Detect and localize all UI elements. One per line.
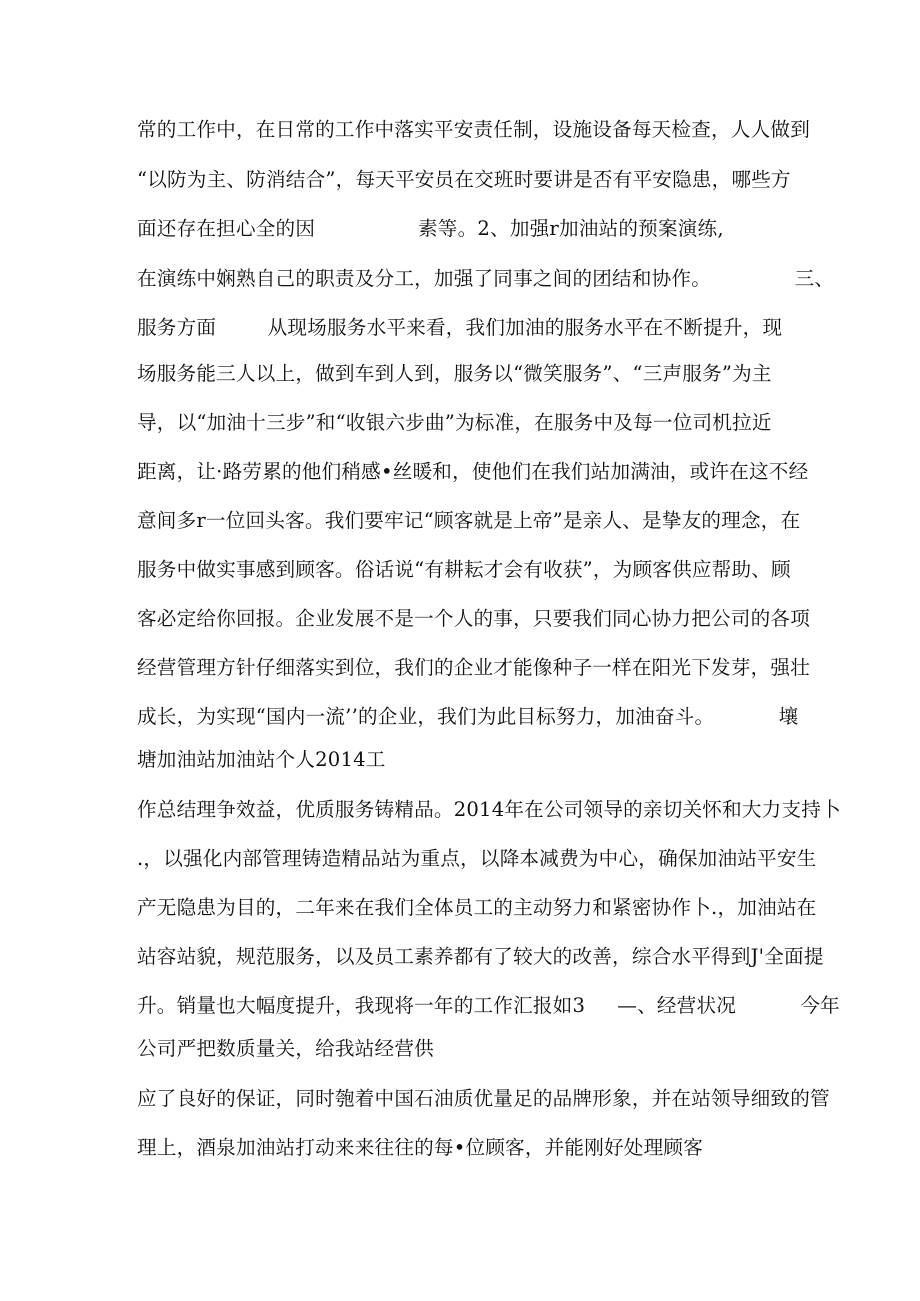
text-line: 客必定给你回报。企业发展不是一个人的事，只要我们同心协力把公司的各项 [137,607,810,630]
text-line: 成长，为实现“国内一流’’的企业，我们为此目标努力，加油奋斗。 壤 [137,705,799,728]
text-line: 面还存在担心全的因 素等。2、加强r加油站的预案演练, [137,217,724,240]
text-line: 作总结理争效益，优质服务铸精品。2014年在公司领导的亲切关怀和大力支持卜 [137,798,841,821]
text-line: 服务中做实事感到顾客。俗话说“有耕耘才会有收获”，为顾客供应帮助、顾 [137,558,791,581]
text-line: 升。销量也大幅度提升，我现将一年的工作汇报如3 —、经营状况 今年 [137,994,840,1017]
text-line: 服务方面 从现场服务水平来看，我们加油的服务水平在不断提升，现 [137,316,783,339]
text-line: 经营管理方针仔细落实到位，我们的企业才能像种子一样在阳光下发芽，强壮 [137,656,810,679]
text-line: .，以强化内部管理铸造精品站为重点，以降本减费为中心，确保加油站平安生 [137,847,817,870]
text-line: 站容站貌，规范服务，以及员工素养都有了较大的改善，综合水平得到J'全面提 [137,945,824,968]
text-line: 距离，让·路劳累的他们稍感•丝暖和，使他们在我们站加满油，或许在这不经 [137,460,809,483]
text-line: 理上，酒泉加油站打动来来往往的每•位顾客，并能刚好处理顾客 [137,1136,703,1159]
text-line: “以防为主、防消结合”，每天平安员在交班时要讲是否有平安隐患，哪些方 [137,168,791,191]
text-line: 公司严把数质量关，给我站经营供 [137,1037,434,1060]
text-line: 应了良好的保证，同时匏着中国石油质优量足的品牌形象，并在站领导细致的管 [137,1087,830,1110]
text-line: 意间多r一位回头客。我们要牢记“顾客就是上帝”是亲人、是挚友的理念，在 [137,509,801,532]
text-line: 塘加油站加油站个人2014工 [137,748,386,771]
text-line: 在演练中娴熟自己的职责及分工，加强了同事之间的团结和协作。 三、 [137,267,835,290]
text-line: 常的工作中，在日常的工作中落实平安责任制，设施设备每天检查，人人做到 [137,118,810,141]
text-line: 产无隐患为目的，二年来在我们全体员工的主动努力和紧密协作卜.，加油站在 [137,896,817,919]
text-line: 导，以“加油十三步”和“收银六步曲”为标准，在服务中及每一位司机拉近 [137,411,772,434]
text-line: 场服务能三人以上，做到车到人到，服务以“微笑服务”、“三声服务”为主 [137,362,772,385]
